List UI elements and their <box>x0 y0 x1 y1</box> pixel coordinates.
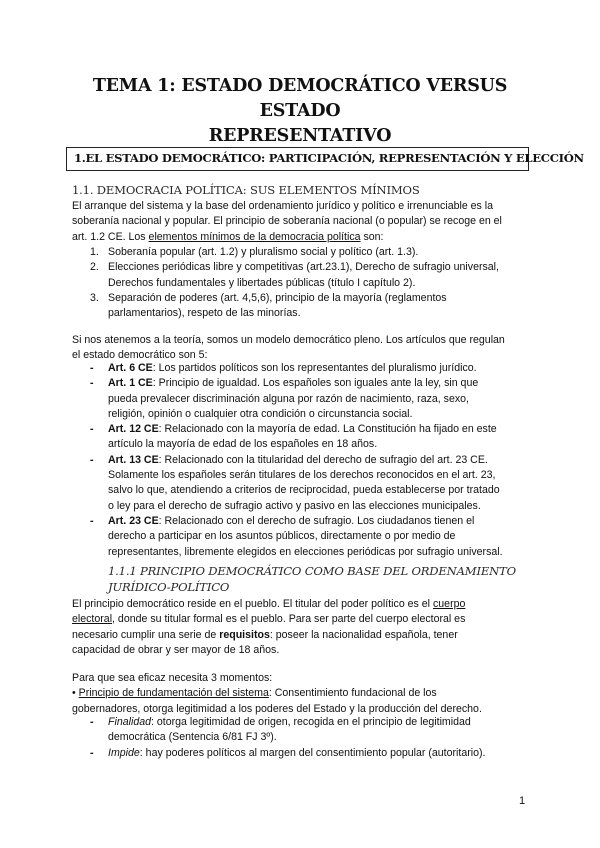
list-item <box>90 260 530 291</box>
text-run: : Relacionado con la mayoría de edad. La Constitución ha fijado en este <box>158 423 497 436</box>
paragraph-4 <box>72 671 532 717</box>
text-line <box>108 453 530 468</box>
text-line: parlamentarios), respeto de las minorías. <box>108 307 301 320</box>
text-line: soberanía nacional y popular. El principio de soberanía nacional (o popular) se recoge en el <box>72 215 502 228</box>
text-line: o ley para el derecho de sufragio activo y pasivo en las elecciones municipales. <box>108 499 481 512</box>
dash-bullet: - <box>90 514 94 527</box>
bullet-glyph: • <box>72 687 79 700</box>
text-run: art. 1.2 CE. Los <box>72 230 149 243</box>
item-label: Art. 1 CE <box>108 377 153 390</box>
list-number: 2. <box>90 261 99 274</box>
numbered-list <box>90 245 530 321</box>
underlined-term: cuerpo <box>432 598 466 610</box>
dash-bullet: - <box>90 423 94 436</box>
text-line: Solamente los españoles serán titulares de los derechos reconocidos en el art. 23, <box>108 469 496 482</box>
dash-bullet: - <box>90 746 94 759</box>
text-line: gobernadores, otorga legitimidad a los poderes del Estado y la producción del derecho. <box>72 702 482 715</box>
dash-bullet: - <box>90 377 94 390</box>
text-line: artículo la mayoría de edad de los españoles en 18 años. <box>108 438 378 451</box>
item-label: Finalidad <box>108 716 151 728</box>
paragraph-1 <box>72 199 532 245</box>
section-heading: 1.EL ESTADO DEMOCRÁTICO: PARTICIPACIÓN, REPRESENTACIÓN Y ELECCIÓN <box>74 151 584 165</box>
dash-bullet: - <box>90 716 94 728</box>
title-line-2: REPRESENTATIVO <box>208 126 392 146</box>
text-line <box>72 628 532 643</box>
text-line <box>108 514 530 529</box>
list-item <box>90 245 530 260</box>
text-line: Separación de poderes (art. 4,5,6), principio de la mayoría (reglamentos <box>108 291 447 304</box>
text-line <box>108 422 530 437</box>
list-item <box>90 361 530 376</box>
item-label: Art. 6 CE <box>108 362 153 374</box>
list-item <box>90 291 530 322</box>
list-item <box>90 715 530 746</box>
item-label: Art. 23 CE <box>108 514 159 527</box>
text-line: Para que sea eficaz necesita 3 momentos: <box>72 672 273 684</box>
bold-term: requisitos <box>219 628 270 641</box>
text-run: : otorga legitimidad de origen, recogida en el principio de legitimidad <box>151 716 471 728</box>
text-line <box>72 686 532 701</box>
text-line: Elecciones periódicas libre y competitivas (art.23.1), Derecho de sufragio universal, <box>108 261 499 274</box>
text-line: salvo lo que, atendiendo a criterios de reciprocidad, pueda establecerse por tratado <box>108 484 500 497</box>
subsubsection-heading <box>108 563 516 595</box>
text-line <box>108 715 530 730</box>
text-line: Derechos fundamentales y libertades públicas (título I capítulo 2). <box>108 276 416 289</box>
text-line: el estado democrático son 5: <box>72 349 208 362</box>
list-item <box>90 514 530 560</box>
text-line <box>108 376 530 391</box>
subsection-heading: 1.1. DEMOCRACIA POLÍTICA: SUS ELEMENTOS MÍNIMOS <box>72 183 420 197</box>
underlined-term: Principio de fundamentación del sistema <box>78 687 269 700</box>
title-line-1: TEMA 1: ESTADO DEMOCRÁTICO VERSUS ESTADO <box>92 76 508 121</box>
text-line: El arranque del sistema y la base del ordenamiento jurídico y político e irrenunciable es la <box>72 200 494 212</box>
text-run: : Relacionado con la titularidad del derecho de sufragio del art. 23 CE. <box>158 453 488 466</box>
item-label: Art. 12 CE <box>108 423 159 436</box>
text-run: necesario cumplir una serie de <box>72 628 220 641</box>
paragraph-2 <box>72 333 532 364</box>
text-line: Soberanía popular (art. 1.2) y pluralismo social y político (art. 1.3). <box>108 246 419 258</box>
item-label: Art. 13 CE <box>108 453 159 466</box>
articles-list <box>90 361 530 560</box>
dash-bullet: - <box>90 453 94 466</box>
text-line <box>108 746 530 761</box>
text-line: representantes, libremente elegidos en elecciones periódicas por sufragio universal. <box>108 545 503 558</box>
heading-line: JURÍDICO-POLÍTICO <box>108 580 230 594</box>
section-heading-box <box>66 147 584 171</box>
text-run: : poseer la nacionalidad española, tener <box>269 628 458 641</box>
list-number: 1. <box>90 246 99 258</box>
text-line: capacidad de obrar y ser mayor de 18 años. <box>72 643 280 656</box>
list-number: 3. <box>90 291 99 304</box>
text-run: : Los partidos políticos son los representantes del pluralismo jurídico. <box>152 362 477 374</box>
text-line <box>72 597 532 612</box>
text-line <box>108 361 530 376</box>
page-number: 1 <box>519 795 526 807</box>
text-line <box>72 612 532 627</box>
paragraph-3 <box>72 597 532 658</box>
text-run: El principio democrático reside en el pueblo. El titular del poder político es el <box>72 598 433 610</box>
list-item <box>90 453 530 514</box>
text-line: religión, opinión o cualquier otra condición o circunstancia social. <box>108 407 413 420</box>
text-line <box>72 230 532 245</box>
text-run: son: <box>360 230 384 243</box>
heading-line: 1.1.1 PRINCIPIO DEMOCRÁTICO COMO BASE DEL ORDENAMIENTO <box>108 564 516 578</box>
text-run: : hay poderes políticos al margen del consentimiento popular (autoritario). <box>139 746 486 759</box>
text-line: derecho a participar en los asuntos públicos, directamente o por medio de <box>108 530 456 543</box>
item-label: Impide <box>108 746 140 759</box>
list-item <box>90 422 530 453</box>
sub-bullet-list <box>90 715 530 761</box>
dash-bullet: - <box>90 362 94 374</box>
text-run: : Consentimiento fundacional de los <box>268 687 437 700</box>
text-line: Si nos atenemos a la teoría, somos un modelo democrático pleno. Los artículos que regulan <box>72 334 505 346</box>
text-line: democrática (Sentencia 6/81 FJ 3º). <box>108 731 277 744</box>
text-run: , donde su titular formal es el pueblo. Para ser parte del cuerpo electoral es <box>112 613 466 626</box>
list-item <box>90 746 530 761</box>
underlined-term: elementos mínimos de la democracia política <box>148 230 361 243</box>
text-run: : Principio de igualdad. Los españoles son iguales ante la ley, sin que <box>152 377 479 390</box>
list-item <box>90 376 530 422</box>
document-title <box>60 74 540 149</box>
text-line: pueda prevalecer discriminación alguna por razón de nacimiento, raza, sexo, <box>108 392 469 405</box>
text-run: : Relacionado con el derecho de sufragio. Los ciudadanos tienen el <box>158 514 475 527</box>
underlined-term: electoral <box>72 613 113 626</box>
